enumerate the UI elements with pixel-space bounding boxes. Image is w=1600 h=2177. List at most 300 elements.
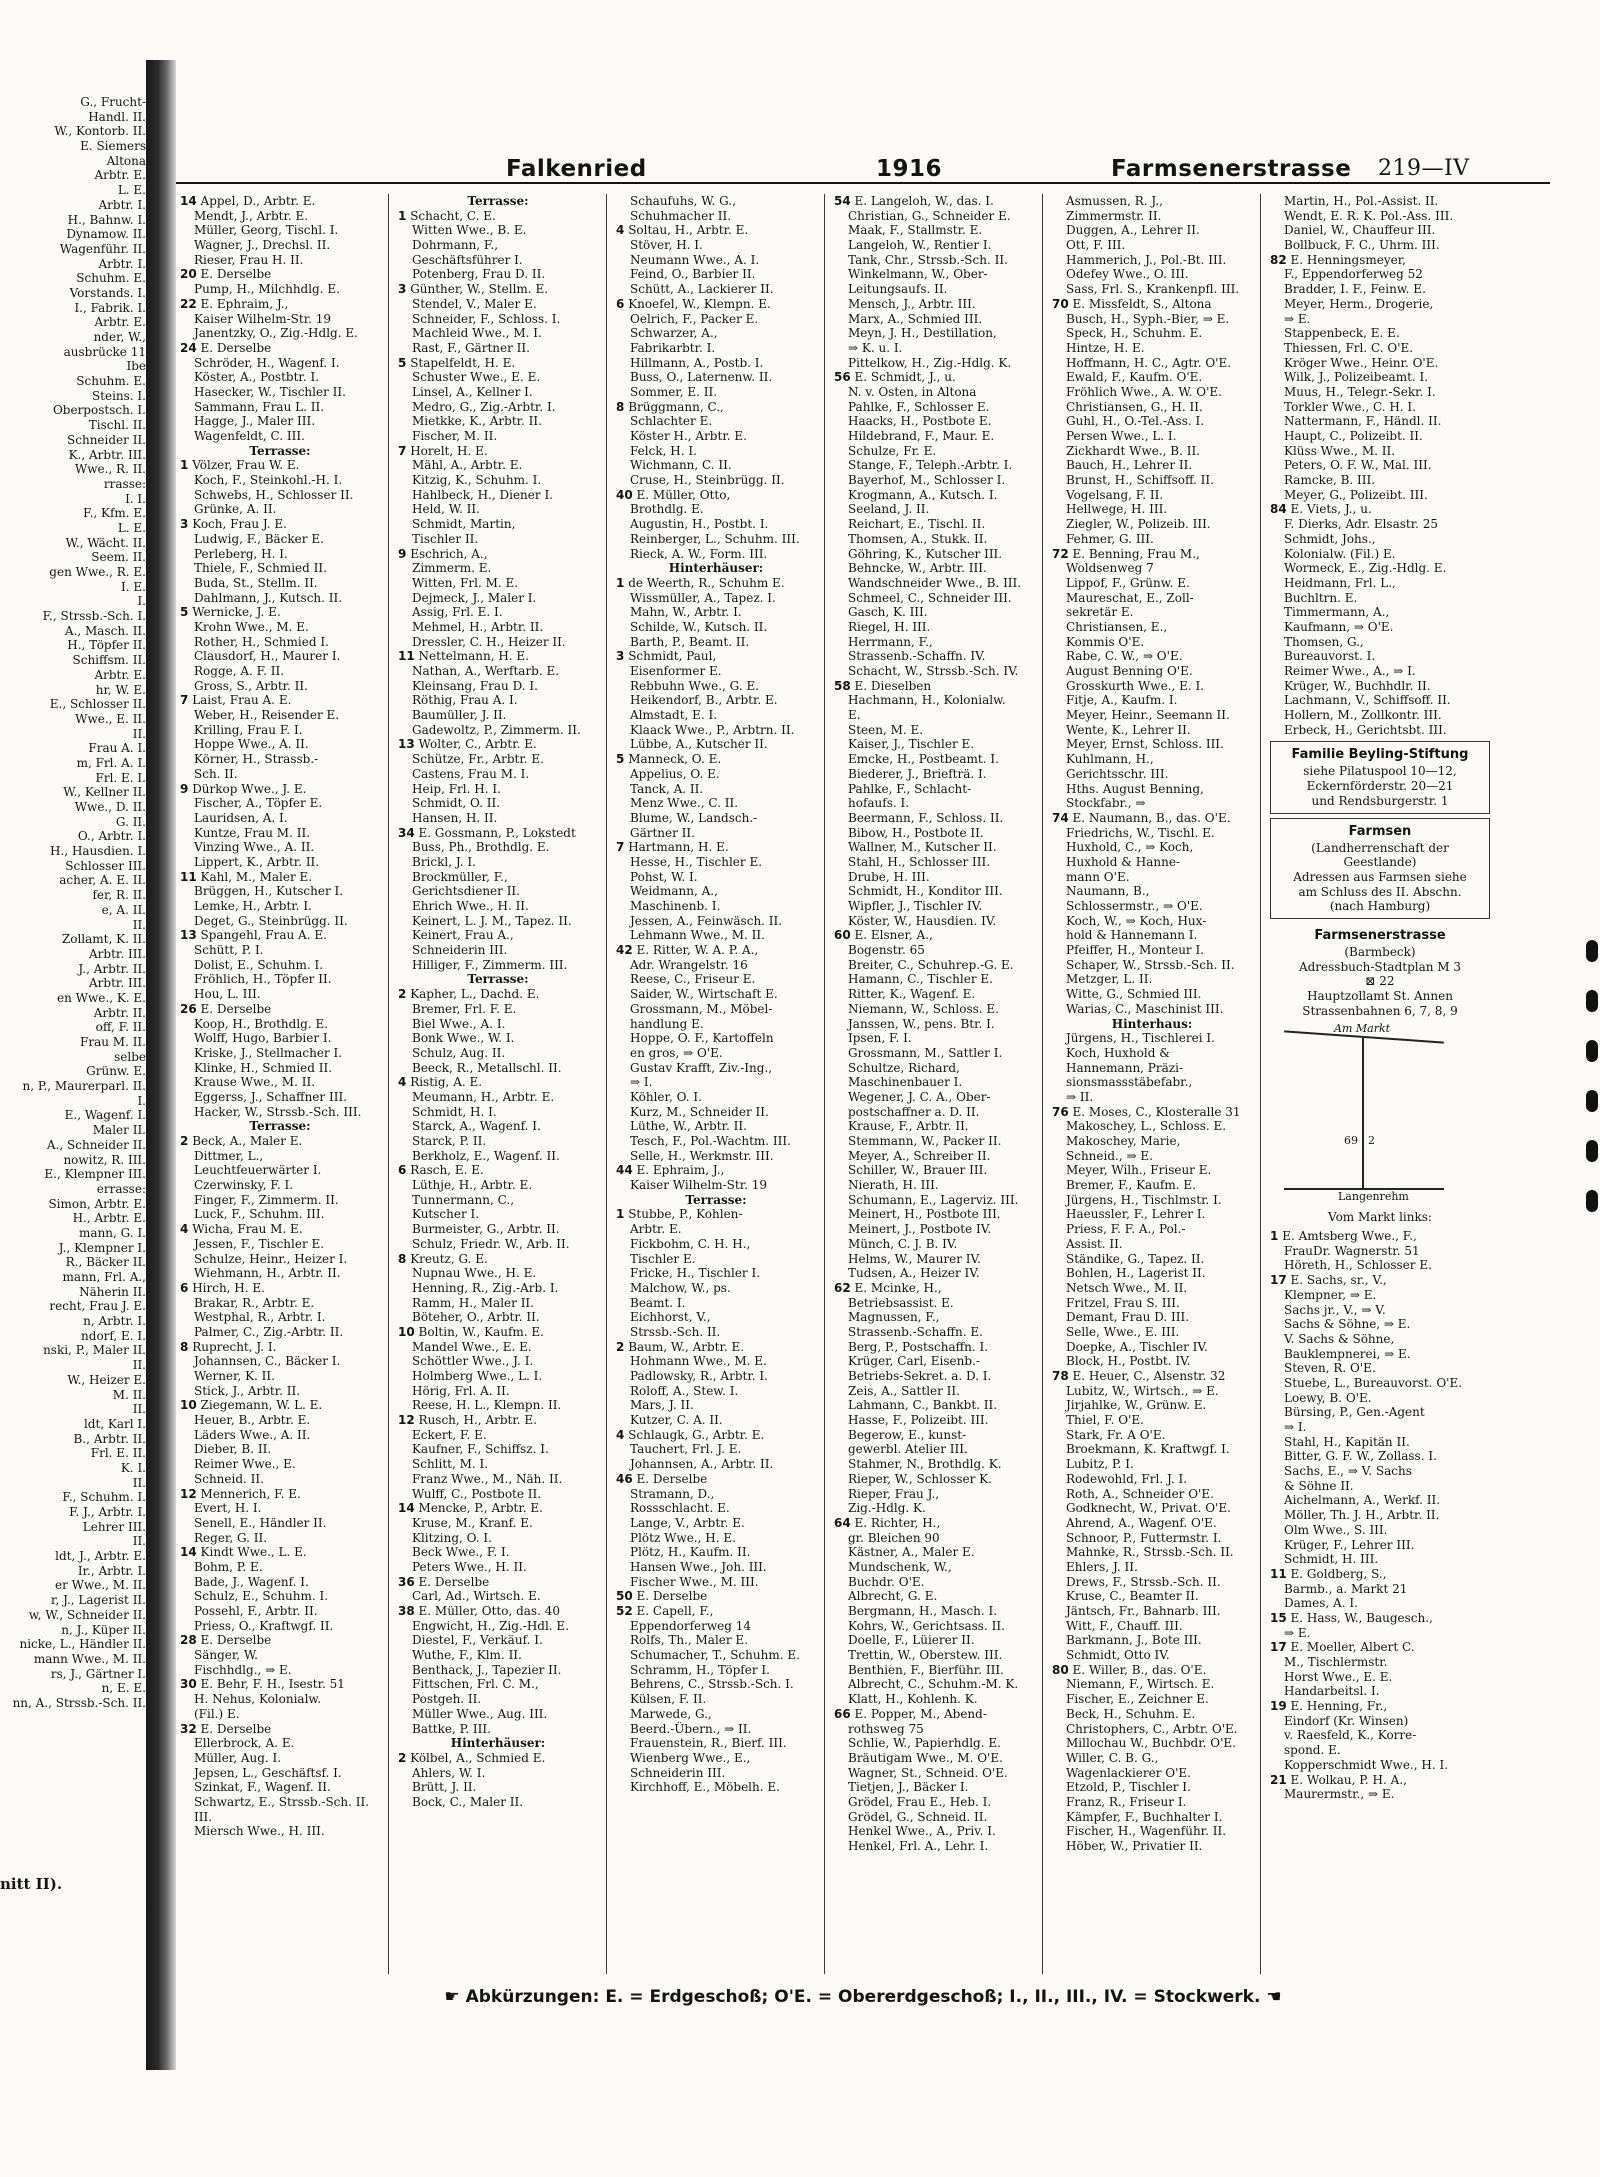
directory-entry <box>834 1134 1034 1149</box>
directory-entry <box>1270 356 1490 371</box>
directory-entry <box>834 1780 1034 1795</box>
directory-entry <box>616 1648 816 1663</box>
directory-entry <box>834 1031 1034 1046</box>
directory-entry <box>180 547 380 562</box>
previous-page-line: K., Arbtr. III. <box>68 447 146 462</box>
house-number: 11 <box>398 649 415 664</box>
entry-text: Priess, F. F. A., Pol.- <box>1066 1222 1186 1237</box>
directory-entry <box>1270 1582 1490 1597</box>
previous-page-line: n, J., Küper II. <box>61 1622 146 1637</box>
house-number: 4 <box>616 1427 625 1442</box>
directory-entry <box>1270 1273 1490 1288</box>
directory-entry <box>834 1839 1034 1854</box>
entry-text: Strassenb.-Schaffn. IV. <box>848 649 986 664</box>
entry-text: Kuhlmann, H., <box>1066 752 1154 767</box>
entry-text: Franz, R., Friseur I. <box>1066 1794 1187 1809</box>
entry-text: Schulze, Heinr., Heizer I. <box>194 1251 348 1266</box>
directory-entry <box>1270 1376 1490 1391</box>
directory-entry <box>1052 1648 1252 1663</box>
section-heading: Terrasse: <box>467 972 529 987</box>
header-rule <box>176 182 1550 184</box>
book-gutter <box>146 60 176 2070</box>
entry-text: Medro, G., Zig.-Arbtr. I. <box>412 399 556 414</box>
entry-text: Dohrmann, F., <box>412 238 499 253</box>
entry-text: Huxhold & Hanne- <box>1066 854 1180 869</box>
entry-text: Priess, O., Kraftwgf. II. <box>194 1618 334 1633</box>
entry-text: Erbeck, H., Gerichtsbt. III. <box>1284 722 1447 737</box>
entry-text: Neumann Wwe., A. I. <box>630 252 760 267</box>
directory-entry <box>1052 1178 1252 1193</box>
directory-entry <box>398 840 598 855</box>
directory-entry <box>834 1354 1034 1369</box>
entry-text: Vinzing Wwe., A. II. <box>194 840 315 855</box>
entry-text: Kutscher I. <box>412 1207 480 1222</box>
entry-text: Maschinenb. I. <box>630 899 721 913</box>
entry-text: Dressler, C. H., Heizer II. <box>412 634 566 649</box>
previous-page-line: I. E. <box>121 579 146 594</box>
house-number: 54 <box>834 194 851 208</box>
directory-entry <box>1052 855 1252 870</box>
directory-entry <box>1052 385 1252 400</box>
directory-entry <box>834 914 1034 929</box>
house-number: 13 <box>180 928 197 943</box>
directory-entry <box>1270 679 1490 694</box>
entry-text: Schiller, W., Brauer III. <box>848 1163 988 1178</box>
directory-entry <box>398 782 598 797</box>
entry-text: Augustin, H., Postbt. I. <box>630 517 769 532</box>
directory-entry <box>180 400 380 415</box>
directory-entry <box>616 1442 816 1457</box>
entry-text: Fröhlich, H., Töpfer II. <box>194 972 332 987</box>
directory-entry <box>616 1354 816 1369</box>
directory-entry <box>398 1677 598 1692</box>
previous-page-line: rs, J., Gärtner I. <box>50 1666 146 1681</box>
previous-page-line: Schuhm. E. <box>76 374 146 389</box>
directory-entry <box>834 987 1034 1002</box>
column-rule <box>388 194 389 1974</box>
entry-text: E. Derselbe <box>636 1589 708 1604</box>
house-number: 11 <box>1270 1566 1287 1581</box>
directory-entry <box>1270 708 1490 723</box>
entry-text: Millochau W., Buchbdr. O'E. <box>1066 1736 1236 1751</box>
directory-entry <box>616 1663 816 1678</box>
entry-text: Mennerich, F. E. <box>200 1486 301 1501</box>
entry-text: Stapelfeldt, H. E. <box>410 355 516 370</box>
directory-entry <box>1052 341 1252 356</box>
directory-entry <box>1270 400 1490 415</box>
page-number: 219—IV <box>1378 156 1470 181</box>
entry-text: Wegener, J. C. A., Ober- <box>848 1089 991 1104</box>
column-5 <box>1052 194 1252 1974</box>
entry-text: E. Benning, Frau M., <box>1072 546 1200 561</box>
directory-entry <box>1052 693 1252 708</box>
house-number: 12 <box>180 1486 197 1501</box>
directory-entry <box>1270 635 1490 650</box>
entry-text: Breiter, C., Schuhrep.-G. E. <box>848 957 1014 972</box>
house-number: 76 <box>1052 1104 1069 1119</box>
house-number: 42 <box>616 943 633 958</box>
house-number: 1 <box>616 1207 625 1222</box>
directory-entry <box>398 458 598 473</box>
entry-text: Bonk Wwe., W. I. <box>412 1031 515 1046</box>
directory-entry <box>398 1795 598 1810</box>
directory-entry <box>180 1707 380 1722</box>
directory-entry <box>398 370 598 385</box>
previous-page-line: ndorf, E. I. <box>81 1328 146 1343</box>
entry-text: Starck, A., Wagenf. I. <box>412 1119 541 1134</box>
entry-text: Schneider, F., Schloss. I. <box>412 311 561 326</box>
entry-text: Stemmann, W., Packer II. <box>848 1134 1002 1148</box>
entry-text: Hansen Wwe., Joh. III. <box>630 1559 767 1574</box>
entry-text: Doelle, F., Lüierer II. <box>848 1633 975 1648</box>
entry-text: Krohn Wwe., M. E. <box>194 619 309 634</box>
previous-page-line: errasse: <box>96 1181 146 1196</box>
directory-entry <box>834 1384 1034 1399</box>
directory-entry <box>616 1105 816 1120</box>
entry-text: Fitje, A., Kaufm. I. <box>1066 693 1178 708</box>
entry-text: Wagner, J., Drechsl. II. <box>194 238 331 253</box>
directory-entry <box>398 708 598 723</box>
entry-text: Hillmann, A., Postb. I. <box>630 355 764 370</box>
entry-text: Meinert, H., Postbote III. <box>848 1207 1001 1222</box>
entry-text: Olm Wwe., S. III. <box>1284 1522 1388 1537</box>
column-rule <box>606 194 607 1974</box>
entry-text: Potenberg, Frau D. II. <box>412 267 546 282</box>
directory-entry <box>1052 1090 1252 1105</box>
house-number: 12 <box>398 1413 415 1428</box>
entry-text: Brütt, J. II. <box>412 1780 477 1795</box>
house-number: 1 <box>1270 1229 1279 1244</box>
entry-text: Hannemann, Präzi- <box>1066 1060 1183 1075</box>
directory-entry <box>834 1163 1034 1178</box>
directory-entry <box>1270 1405 1490 1420</box>
directory-entry <box>398 1413 598 1428</box>
entry-text: Woldsenweg 7 <box>1066 561 1154 576</box>
column-2 <box>398 194 598 1974</box>
directory-entry <box>180 1266 380 1281</box>
directory-entry <box>834 1252 1034 1267</box>
directory-entry <box>398 1061 598 1076</box>
previous-page-line: II. <box>132 1534 146 1549</box>
entry-text: Heip, Frl. H. I. <box>412 781 501 796</box>
entry-text: Hoppe, O. F., Kartoffeln <box>630 1031 774 1046</box>
directory-entry <box>180 370 380 385</box>
entry-text: Wissmüller, A., Tapez. I. <box>630 590 776 605</box>
entry-text: Henning, R., Zig.-Arb. I. <box>412 1280 559 1295</box>
entry-text: Stramann, D., <box>630 1486 715 1501</box>
directory-entry <box>834 605 1034 620</box>
directory-entry <box>1052 414 1252 429</box>
house-number: 11 <box>180 869 197 884</box>
entry-text: E. Hass, W., Baugesch., <box>1290 1610 1433 1625</box>
entry-text: Lubitz, P. I. <box>1066 1457 1134 1472</box>
directory-entry <box>834 547 1034 562</box>
house-number: 17 <box>1270 1273 1287 1288</box>
directory-entry <box>616 429 816 444</box>
directory-columns <box>176 194 1550 1974</box>
entry-text: E. Derselbe <box>200 340 272 355</box>
directory-entry <box>180 267 380 282</box>
entry-text: Kutzer, C. A. II. <box>630 1413 723 1428</box>
directory-entry <box>616 928 816 943</box>
directory-entry <box>398 1531 598 1546</box>
directory-entry <box>834 429 1034 444</box>
directory-entry <box>834 767 1034 782</box>
directory-entry <box>1270 1626 1490 1641</box>
house-number: 3 <box>616 649 625 664</box>
directory-entry <box>616 870 816 885</box>
entry-text: E. Heuer, C., Alsenstr. 32 <box>1072 1369 1226 1383</box>
previous-page-line: Tischl. II. <box>88 418 146 433</box>
entry-text: Buchdr. O'E. <box>848 1574 925 1589</box>
entry-text: Tischler E. <box>630 1251 696 1266</box>
entry-text: Sachs jr., V., ⇒ V. <box>1284 1302 1386 1317</box>
previous-page-line: Arbtr. III. <box>89 946 146 961</box>
entry-text: Winkelmann, W., Ober- <box>848 267 988 282</box>
directory-entry <box>1052 429 1252 444</box>
entry-text: Pohst, W. I. <box>630 869 698 884</box>
directory-entry <box>834 884 1034 899</box>
directory-entry <box>834 1589 1034 1604</box>
previous-page-line: Arbtr. II. <box>93 1005 146 1020</box>
entry-text: Bureauvorst. I. <box>1284 649 1376 664</box>
previous-page-line: A., Schneider II. <box>46 1137 146 1152</box>
entry-text: Willer, C. B. G., <box>1066 1750 1159 1765</box>
directory-entry <box>398 1178 598 1193</box>
entry-text: Grossmann, M., Möbel- <box>630 1001 773 1016</box>
directory-entry <box>180 502 380 517</box>
entry-text: Lemke, H., Arbtr. I. <box>194 899 312 913</box>
entry-text: Blume, W., Landsch.- <box>630 810 758 825</box>
directory-entry <box>180 209 380 224</box>
previous-page-line: Zollamt, K. II. <box>61 932 146 947</box>
directory-entry <box>616 1677 816 1692</box>
house-number: 38 <box>398 1604 415 1618</box>
previous-page-line: E., Schlosser II. <box>49 697 146 712</box>
entry-text: Klinke, H., Schmied II. <box>194 1060 333 1075</box>
directory-entry <box>398 1281 598 1296</box>
entry-text: Lubitz, W., Wirtsch., ⇒ E. <box>1066 1383 1219 1398</box>
entry-text: Kaufner, F., Schiffsz. I. <box>412 1442 549 1457</box>
previous-page-line: mann Wwe., M. II. <box>33 1651 146 1666</box>
directory-entry <box>180 708 380 723</box>
directory-entry <box>1052 723 1252 738</box>
entry-text: Kaufmann, ⇒ O'E. <box>1284 619 1394 634</box>
entry-text: Berkholz, E., Wagenf. II. <box>412 1148 560 1163</box>
entry-text: Henkel Wwe., A., Priv. I. <box>848 1824 996 1839</box>
directory-entry <box>1052 1472 1252 1487</box>
directory-entry <box>1270 1743 1490 1758</box>
entry-text: Schmidt, H. III. <box>1284 1552 1379 1567</box>
directory-entry <box>180 723 380 738</box>
entry-text: Dieber, B. II. <box>194 1442 272 1457</box>
directory-entry <box>1052 767 1252 782</box>
directory-entry <box>180 1193 380 1208</box>
directory-entry <box>834 1149 1034 1164</box>
entry-text: Barth, P., Beamt. II. <box>630 634 750 649</box>
directory-entry <box>616 414 816 429</box>
directory-entry <box>398 649 598 664</box>
directory-entry <box>834 1751 1034 1766</box>
entry-text: Rieck, A. W., Form. III. <box>630 546 768 561</box>
entry-text: Betriebsassist. E. <box>848 1295 954 1310</box>
entry-text: Grossmann, M., Sattler I. <box>848 1045 1003 1060</box>
directory-entry <box>398 1457 598 1472</box>
farmsenerstrasse-line: (Barmbeck) <box>1344 944 1416 959</box>
directory-entry <box>1052 796 1252 811</box>
directory-entry <box>1052 1413 1252 1428</box>
entry-text: Beck, H., Schuhm. E. <box>1066 1706 1196 1721</box>
directory-entry <box>1052 1487 1252 1502</box>
entry-text: Rieper, Frau J., <box>848 1486 940 1501</box>
house-number: 7 <box>616 840 625 855</box>
directory-entry <box>398 1031 598 1046</box>
previous-page-line: gen Wwe., R. E. <box>49 565 146 579</box>
directory-entry <box>398 356 598 371</box>
previous-page-line: n, P., Maurerparl. II. <box>22 1079 146 1094</box>
directory-entry <box>180 1075 380 1090</box>
directory-entry <box>180 1061 380 1076</box>
directory-entry <box>834 723 1034 738</box>
directory-entry <box>180 1134 380 1149</box>
directory-entry <box>834 532 1034 547</box>
directory-entry <box>398 223 598 238</box>
directory-entry <box>616 1046 816 1061</box>
directory-entry <box>398 591 598 606</box>
entry-text: Maak, F., Stallmstr. E. <box>848 223 983 238</box>
house-number: 6 <box>180 1280 189 1295</box>
entry-text: Persen Wwe., L. I. <box>1066 429 1177 443</box>
entry-text: Völzer, Frau W. E. <box>192 458 300 473</box>
directory-entry <box>1270 1773 1490 1788</box>
directory-entry <box>834 796 1034 811</box>
entry-text: Mensch, J., Arbtr. III. <box>848 296 976 311</box>
previous-page-line: selbe <box>114 1049 146 1064</box>
directory-entry <box>1052 1839 1252 1854</box>
directory-entry <box>180 312 380 327</box>
entry-text: Wiehmann, H., Arbtr. II. <box>194 1266 341 1281</box>
entry-text: Jäntsch, Fr., Bahnarb. III. <box>1066 1604 1221 1618</box>
entry-text: Gustav Krafft, Ziv.-Ing., <box>630 1060 773 1075</box>
entry-text: E. Derselbe <box>200 1721 272 1736</box>
entry-text: hold & Hannemann I. <box>1066 928 1198 943</box>
entry-text: Bauklempnerei, ⇒ E. <box>1284 1346 1411 1361</box>
entry-text: Loewy, B. O'E. <box>1284 1390 1372 1405</box>
directory-entry <box>180 1398 380 1413</box>
house-number: 8 <box>616 399 625 414</box>
beyling-line: Eckernförderstr. 20—21 <box>1306 779 1454 794</box>
entry-text: Guhl, H., O.-Tel.-Ass. I. <box>1066 414 1205 429</box>
house-number: 70 <box>1052 296 1069 311</box>
directory-entry <box>398 796 598 811</box>
entry-text: Eggerss, J., Schaffner III. <box>194 1089 347 1104</box>
directory-entry <box>1052 987 1252 1002</box>
previous-page-line: Simon, Arbtr. E. <box>48 1196 146 1211</box>
directory-entry <box>1270 267 1490 282</box>
directory-entry <box>180 473 380 488</box>
previous-page-line: mann, G. I. <box>79 1225 146 1240</box>
farmsen-line: am Schluss des II. Abschn. <box>1298 884 1462 899</box>
directory-entry <box>180 737 380 752</box>
edge-mark <box>1586 1190 1598 1212</box>
entry-text: Ott, F. III. <box>1066 238 1126 253</box>
previous-page-line: Frau M. II. <box>80 1035 146 1049</box>
directory-entry <box>398 664 598 679</box>
house-number: 3 <box>180 517 189 532</box>
directory-entry <box>1270 620 1490 635</box>
directory-entry <box>616 576 816 591</box>
entry-text: E. Langeloh, W., das. I. <box>854 194 994 208</box>
directory-entry <box>180 620 380 635</box>
directory-entry <box>398 1487 598 1502</box>
directory-entry <box>1270 1332 1490 1347</box>
entry-text: Wichmann, C. II. <box>630 458 732 473</box>
directory-entry <box>398 385 598 400</box>
directory-entry <box>834 1222 1034 1237</box>
directory-entry <box>834 1766 1034 1781</box>
house-number: 26 <box>180 1001 197 1016</box>
entry-text: Machleid Wwe., M. I. <box>412 326 542 341</box>
entry-text: Lippert, K., Arbtr. II. <box>194 854 320 869</box>
entry-text: Sammann, Frau L. II. <box>194 399 325 414</box>
directory-entry <box>834 708 1034 723</box>
directory-entry <box>1270 1244 1490 1259</box>
directory-entry <box>398 855 598 870</box>
entry-text: Knoefel, W., Klempn. E. <box>628 296 771 311</box>
farmsen-line: Geestlande) <box>1343 855 1417 870</box>
directory-entry <box>398 914 598 929</box>
entry-text: Tanck, A. II. <box>630 781 704 796</box>
directory-entry <box>616 1031 816 1046</box>
house-number: 7 <box>398 443 407 458</box>
directory-entry <box>180 826 380 841</box>
directory-entry <box>398 444 598 459</box>
directory-entry <box>834 1207 1034 1222</box>
entry-text: Zig.-Hdlg. K. <box>848 1501 926 1516</box>
directory-entry <box>398 1354 598 1369</box>
directory-entry <box>834 782 1034 797</box>
entry-text: Begerow, E., kunst- <box>848 1427 967 1442</box>
entry-text: Rolfs, Th., Maler E. <box>630 1633 749 1648</box>
directory-entry <box>616 914 816 929</box>
directory-entry <box>834 1090 1034 1105</box>
entry-text: Pittelkow, H., Zig.-Hdlg. K. <box>848 355 1012 370</box>
directory-entry <box>180 429 380 444</box>
previous-page-line: off, F. II. <box>95 1020 146 1035</box>
directory-entry <box>398 1589 598 1604</box>
house-number: 50 <box>616 1589 633 1604</box>
directory-entry <box>834 1663 1034 1678</box>
directory-entry <box>180 1354 380 1369</box>
directory-entry <box>1052 958 1252 973</box>
directory-entry <box>1270 1303 1490 1318</box>
house-number: 10 <box>180 1398 197 1413</box>
directory-entry <box>1052 400 1252 415</box>
beyling-title: Familie Beyling-Stiftung <box>1291 747 1469 763</box>
previous-page-line: W., Kontorb. II. <box>54 124 146 139</box>
entry-text: Jepsen, L., Geschäftsf. I. <box>194 1765 342 1780</box>
directory-entry <box>398 326 598 341</box>
directory-entry <box>834 502 1034 517</box>
entry-text: Emcke, H., Postbeamt. I. <box>848 752 999 767</box>
section-heading: Hinterhäuser: <box>450 1736 546 1751</box>
entry-text: Feind, O., Barbier II. <box>630 267 756 282</box>
directory-entry <box>180 517 380 532</box>
directory-entry <box>180 1442 380 1457</box>
entry-text: Stange, F., Teleph.-Arbtr. I. <box>848 458 1013 473</box>
directory-entry <box>180 811 380 826</box>
directory-entry <box>1052 649 1252 664</box>
